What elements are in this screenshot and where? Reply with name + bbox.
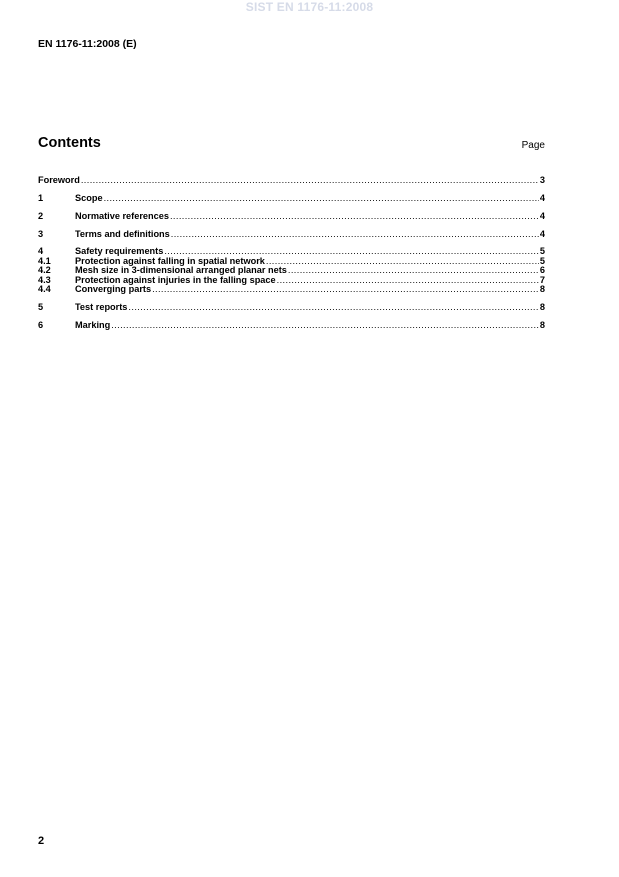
toc-entry-number: 4.4 [38, 284, 51, 294]
toc-entry-normative-references[interactable] [38, 211, 545, 222]
toc-leader-dots [266, 257, 539, 267]
toc-entry-title: Converging parts [75, 284, 152, 294]
toc-entry-page: 3 [539, 175, 545, 185]
toc-entry-title: Mesh size in 3-dimensional arranged planar nets [75, 265, 287, 275]
document-id: EN 1176-11:2008 (E) [38, 38, 137, 50]
toc-entry-number: 4.2 [38, 265, 51, 275]
toc-entry-title: Normative references [75, 211, 169, 221]
toc-entry-title: Terms and definitions [75, 229, 170, 239]
toc-entry-page: 4 [539, 193, 545, 203]
toc-entry-page: 4 [539, 211, 545, 221]
toc-leader-dots [288, 266, 539, 276]
toc-entry-number: 4 [38, 246, 44, 256]
toc-entry-marking[interactable] [38, 320, 545, 331]
toc-entry-page: 4 [539, 229, 545, 239]
toc-leader-dots [152, 285, 539, 295]
toc-leader-dots [104, 193, 539, 204]
toc-entry-title: Protection against falling in spatial network [75, 255, 265, 266]
toc-entry-number: 3 [38, 229, 44, 239]
toc-entry-title: Test reports [75, 301, 128, 312]
toc-entry-number: 4.1 [38, 255, 51, 266]
toc-entry-page: 7 [539, 274, 545, 285]
toc-entry-foreword[interactable] [38, 175, 545, 186]
toc-leader-dots [171, 229, 539, 240]
toc-entry-title: Safety requirements [75, 246, 164, 256]
toc-entry-number: 6 [38, 319, 44, 330]
toc-entry-page: 8 [539, 319, 545, 330]
toc-entry-title: Marking [75, 319, 111, 330]
toc-leader-dots [170, 211, 539, 222]
toc-leader-dots [277, 276, 539, 286]
toc-entry-test-reports[interactable] [38, 302, 545, 313]
toc-entry-number: 2 [38, 211, 44, 221]
toc-leader-dots [111, 320, 539, 331]
toc-entry-number: 4.3 [38, 274, 51, 285]
page-column-label: Page [521, 140, 545, 151]
toc-entry-number: 1 [38, 193, 44, 203]
toc-entry-page: 8 [539, 284, 545, 294]
toc-entry-terms-and-definitions[interactable] [38, 229, 545, 240]
toc-entry-number: 5 [38, 301, 44, 312]
toc-entry-page: 8 [539, 301, 545, 312]
toc-entry-page: 5 [539, 255, 545, 266]
contents-title: Contents [38, 135, 101, 151]
toc-entry-page: 6 [539, 265, 545, 275]
toc-entry-title: Foreword [38, 175, 80, 185]
toc-leader-dots [81, 175, 539, 186]
page-number: 2 [38, 835, 45, 847]
toc-entry-scope[interactable] [38, 193, 545, 204]
toc-entry-page: 5 [539, 246, 545, 256]
watermark: SIST EN 1176-11:2008 [245, 0, 374, 14]
toc-entry-title: Protection against injuries in the falling space [75, 274, 276, 285]
table-of-contents [38, 175, 545, 331]
toc-leader-dots [128, 302, 538, 313]
toc-entry-title: Scope [75, 193, 103, 203]
toc-entry-converging-parts[interactable] [38, 285, 545, 295]
